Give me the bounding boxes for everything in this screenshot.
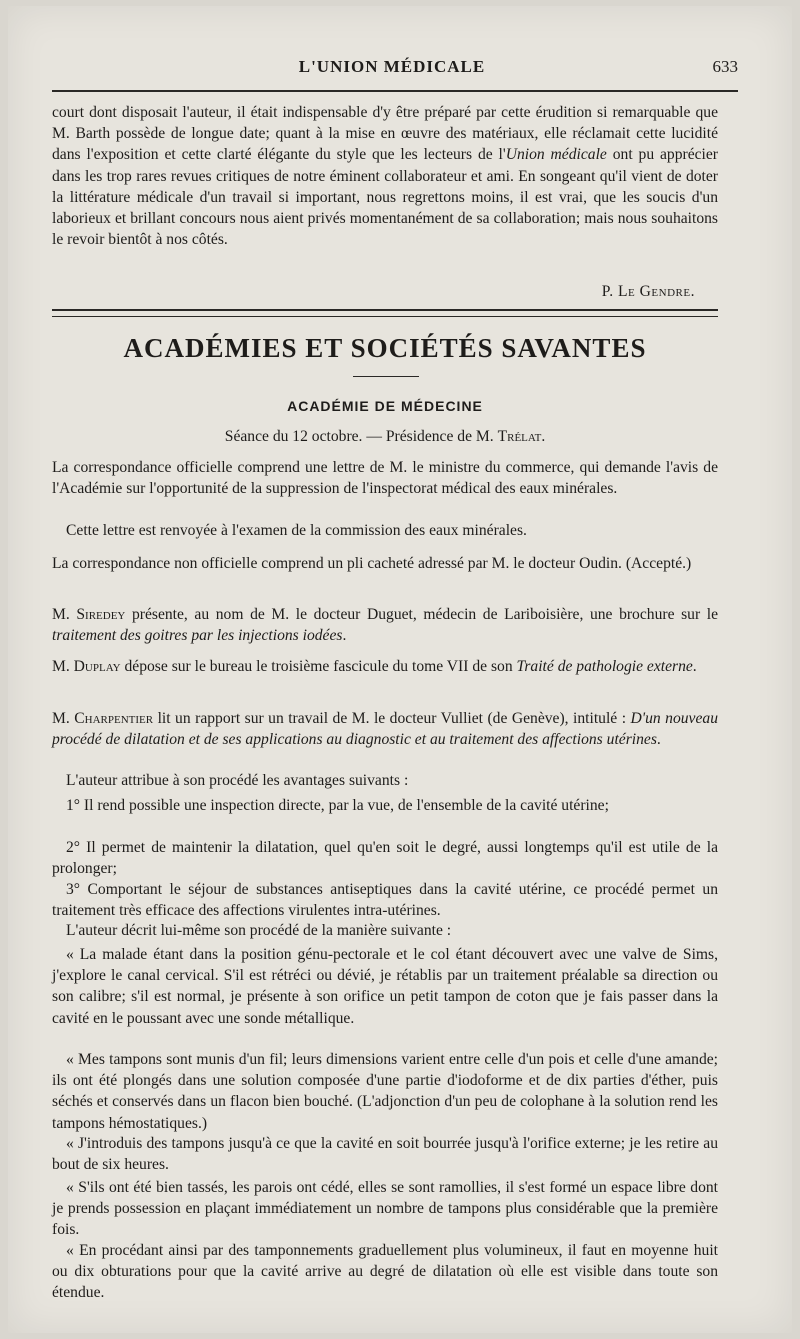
paragraph-4: M. Siredey présente, au nom de M. le docteur Duguet, médecin de Lariboisière, une brochure sur le traitement des goitres par les injections iodées. xyxy=(52,606,718,645)
page-number: 633 xyxy=(712,57,738,76)
book-title: Traité de pathologie externe xyxy=(516,658,693,675)
paragraph-3: La correspondance non officielle comprend un pli cacheté adressé par M. le docteur Oudin. (Accepté.) xyxy=(52,555,692,572)
running-title: L'UNION MÉDICALE xyxy=(298,57,486,76)
paragraph-8: 1° Il rend possible une inspection directe, par la vue, de l'ensemble de la cavité utérine; xyxy=(66,797,609,814)
paragraph-9: 2° Il permet de maintenir la dilatation, quel qu'en soit le degré, aussi longtemps qu'il est utile de la prolonger; xyxy=(52,839,718,878)
paragraph-2: Cette lettre est renvoyée à l'examen de la commission des eaux minérales. xyxy=(66,522,527,539)
member-name: Charpentier xyxy=(74,710,154,727)
paragraph-14: « J'introduis des tampons jusqu'à ce que la cavité en soit bourrée jusqu'à l'orifice externe; je les retire au bout de six heures. xyxy=(52,1135,718,1174)
paragraph-11: L'auteur décrit lui-même son procédé de la manière suivante : xyxy=(66,922,452,939)
section-divider xyxy=(52,309,718,317)
president-name: Trélat xyxy=(497,428,542,445)
session-prefix: Séance du 12 octobre. — Présidence de M. xyxy=(224,428,498,445)
intro-paragraph xyxy=(52,102,718,250)
paragraph-5: M. Duplay dépose sur le bureau le troisième fascicule du tome VII de son Traité de pathologie externe. xyxy=(52,658,697,675)
page-header xyxy=(46,55,738,83)
paragraph-15: « S'ils ont été bien tassés, les parois ont cédé, elles se sont ramollies, il s'est formé un espace libre dont je prends possession en plaçant immédiatement un nombre de tampons plus considérable que la première fois. xyxy=(52,1179,718,1239)
title-rule xyxy=(353,376,419,377)
paragraph-7: L'auteur attribue à son procédé les avantages suivants : xyxy=(66,772,409,789)
brochure-title: traitement des goitres par les injections iodées xyxy=(52,627,343,645)
member-name: Duplay xyxy=(73,658,121,675)
session-line xyxy=(52,428,718,446)
signature: P. Le Gendre. xyxy=(601,283,695,300)
journal-name: Union médicale xyxy=(505,146,607,164)
paragraph-6: M. Charpentier lit un rapport sur un travail de M. le docteur Vulliet (de Genève), intitulé : D'un nouveau procédé de dilatation et de ses applications au diagnostic et au traitement des affections utérines. xyxy=(52,710,718,749)
session-suffix: . xyxy=(541,428,546,445)
work-title: D'un nouveau procédé de dilatation et de ses applications au diagnostic et au traitement des affections utérines xyxy=(52,710,718,749)
intro-text-after: ont pu apprécier dans les trop rares revues critiques de notre éminent collaborateur et ami. En songeant qu'il vient de doter la littérature médicale d'un travail si important, nous regrettons moins, il est vrai, que les soucis d'un laborieux et brillant concours nous aient privés momentanément de sa collaboration; mais nous souhaitons le revoir bientôt à nos côtés. xyxy=(52,146,718,249)
intro-text: court dont disposait l'auteur, il était indispensable d'y être préparé par cette érudition si remarquable que M. Barth possède de longue date; quant à la mise en œuvre des matériaux, elle réclamait cette lucidité dans l'exposition et cette clarté élégante du style que les lecteurs de l' xyxy=(52,104,718,164)
header-rule xyxy=(52,90,738,92)
paragraph-1: La correspondance officielle comprend une lettre de M. le ministre du commerce, qui demande l'avis de l'Académie sur l'opportunité de la suppression de l'inspectorat médical des eaux minérales. xyxy=(52,459,718,498)
paragraph-12: « La malade étant dans la position génu-pectorale et le col étant découvert avec une valve de Sims, j'explore le canal cervical. S'il est rétréci ou dévié, je rétablis par un traitement préalable sa direction ou son calibre; s'il est normal, je présente à son orifice un petit tampon de coton que je fais passer dans la cavité en le poussant avec une sonde métallique. xyxy=(52,946,718,1027)
paragraph-10: 3° Comportant le séjour de substances antiseptiques dans la cavité utérine, ce procédé permet un traitement très efficace des affections virulentes intra-utérines. xyxy=(52,881,718,920)
paragraph-16: « En procédant ainsi par des tamponnements graduellement plus volumineux, il faut en moyenne huit ou dix obturations pour que la cavité arrive au degré de dilatation où elle est visible dans toute son étendue. xyxy=(52,1242,718,1302)
member-name: Siredey xyxy=(76,606,126,623)
paragraph-5-text: dépose sur le bureau le troisième fascicule du tome VII de son xyxy=(120,658,517,675)
paragraph-13: « Mes tampons sont munis d'un fil; leurs dimensions varient entre celle d'un pois et celle d'une amande; ils ont été plongés dans une solution composée d'une partie d'iodoforme et de dix parties d'éther, puis séchés et conservés dans un flacon bien bouché. (L'adjonction d'un peu de colophane à la solution rend les tampons hémostatiques.) xyxy=(52,1051,718,1132)
subsection-title: ACADÉMIE DE MÉDECINE xyxy=(287,398,483,414)
paragraph-6-text: lit un rapport sur un travail de M. le docteur Vulliet (de Genève), intitulé : xyxy=(153,710,631,727)
paragraph-4-text: présente, au nom de M. le docteur Duguet, médecin de Lariboisière, une brochure sur le xyxy=(125,606,718,623)
section-title: ACADÉMIES ET SOCIÉTÉS SAVANTES xyxy=(123,333,647,363)
